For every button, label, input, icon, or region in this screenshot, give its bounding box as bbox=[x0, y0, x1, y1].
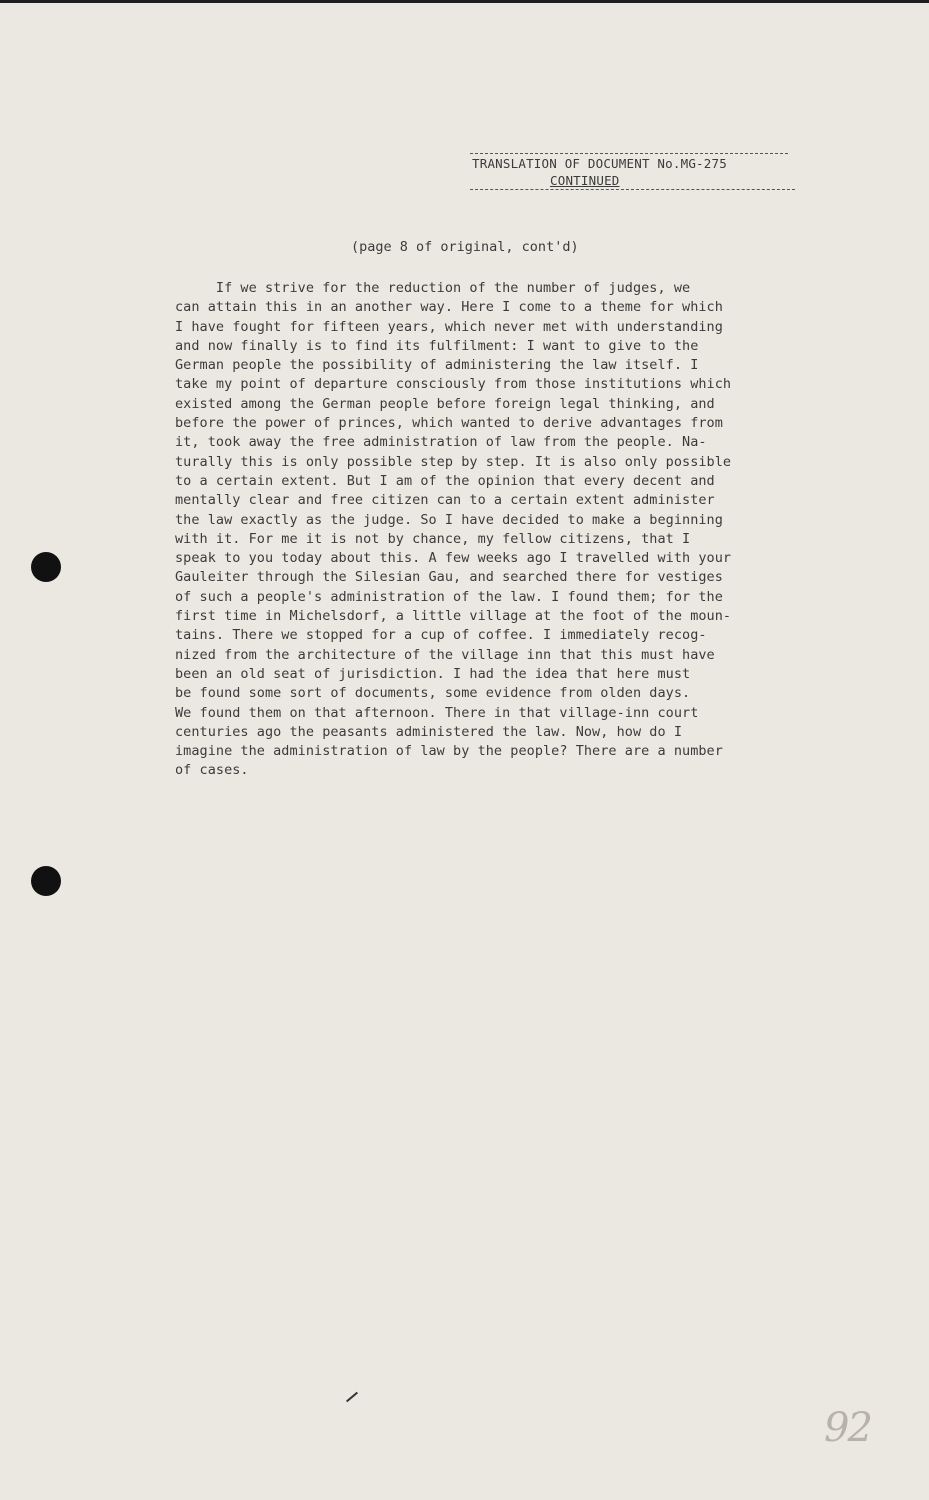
body-line: to a certain extent. But I am of the opinion that every decent and bbox=[175, 472, 715, 489]
body-line: existed among the German people before foreign legal thinking, and bbox=[175, 395, 715, 412]
heading-continued: CONTINUED bbox=[550, 173, 620, 188]
body-line: speak to you today about this. A few weeks ago I travelled with your bbox=[175, 550, 732, 567]
pencil-mark bbox=[346, 1392, 358, 1403]
body-line: I have fought for fifteen years, which never met with understanding bbox=[175, 318, 723, 335]
body-line: before the power of princes, which wanted to derive advantages from bbox=[175, 415, 723, 432]
body-line: tains. There we stopped for a cup of coffee. I immediately recog- bbox=[175, 627, 707, 644]
handwritten-folio-number: 92 bbox=[824, 1405, 871, 1451]
body-line: first time in Michelsdorf, a little village at the foot of the moun- bbox=[175, 608, 732, 625]
body-line: can attain this in an another way. Here I come to a theme for which bbox=[175, 299, 723, 316]
punch-hole-bottom bbox=[31, 866, 61, 896]
body-line: nized from the architecture of the village inn that this must have bbox=[175, 646, 715, 663]
body-line: mentally clear and free citizen can to a certain extent administer bbox=[175, 492, 715, 509]
body-line: with it. For me it is not by chance, my fellow citizens, that I bbox=[175, 530, 691, 547]
body-line: of such a people's administration of the law. I found them; for the bbox=[175, 588, 723, 605]
body-line: Gauleiter through the Silesian Gau, and searched there for vestiges bbox=[175, 569, 723, 586]
body-line: take my point of departure consciously from those institutions which bbox=[175, 376, 732, 393]
body-line: German people the possibility of administering the law itself. I bbox=[175, 357, 699, 374]
punch-hole-top bbox=[31, 552, 61, 582]
body-line: of cases. bbox=[175, 762, 249, 779]
document-heading bbox=[470, 153, 800, 190]
page-reference: (page 8 of original, cont'd) bbox=[351, 239, 579, 255]
body-line: imagine the administration of law by the people? There are a number bbox=[175, 743, 723, 760]
body-line: been an old seat of jurisdiction. I had the idea that here must bbox=[175, 665, 691, 682]
body-line: be found some sort of documents, some evidence from olden days. bbox=[175, 685, 691, 702]
body-text bbox=[175, 279, 845, 781]
heading-title: TRANSLATION OF DOCUMENT No.MG-275 bbox=[472, 156, 727, 171]
body-line: centuries ago the peasants administered the law. Now, how do I bbox=[175, 723, 683, 740]
heading-rule-bottom bbox=[470, 189, 795, 190]
body-line: it, took away the free administration of law from the people. Na- bbox=[175, 434, 707, 451]
body-line: and now finally is to find its fulfilment: I want to give to the bbox=[175, 337, 699, 354]
body-line: If we strive for the reduction of the number of judges, we bbox=[175, 280, 691, 296]
body-line: We found them on that afternoon. There in that village-inn court bbox=[175, 704, 699, 721]
body-line: turally this is only possible step by step. It is also only possible bbox=[175, 453, 732, 470]
body-line: the law exactly as the judge. So I have decided to make a beginning bbox=[175, 511, 723, 528]
